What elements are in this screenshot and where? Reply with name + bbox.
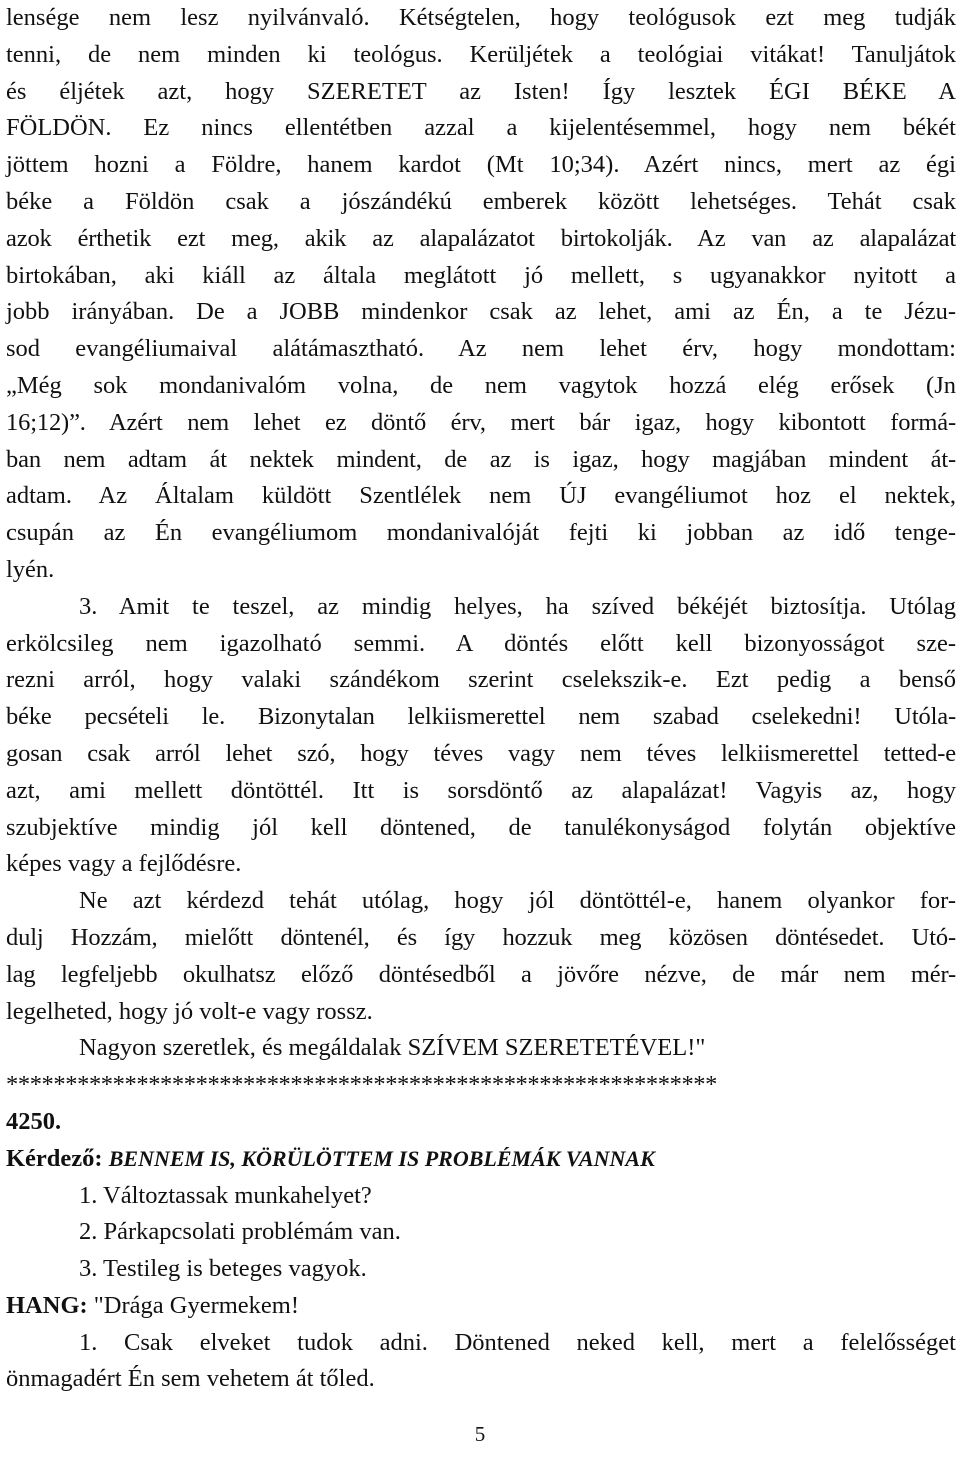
text-line: azok érthetik ezt meg, akik az alapalázatot birtokolják. Az van az alapalázat [6, 224, 956, 252]
text-line: lag legfeljebb okulhatsz előző döntésedből a jövőre nézve, de már nem mér- [6, 960, 956, 988]
closing-line: Nagyon szeretlek, és megáldalak SZÍVEM SZERETETÉVEL!" [79, 1034, 706, 1062]
text-line: szubjektíve mindig jól kell döntened, de tanulékonyságod folytán objektíve [6, 813, 956, 841]
text-line: erkölcsileg nem igazolható semmi. A döntés előtt kell bizonyosságot sze- [6, 629, 956, 657]
text-line: adtam. Az Általam küldött Szentlélek nem ÚJ evangéliumot hoz el nektek, [6, 482, 956, 510]
text-line: FÖLDÖN. Ez nincs ellentétben azzal a kijelentésemmel, hogy nem békét [6, 114, 956, 142]
entry-number [6, 1104, 956, 1141]
text-line: 16;12)”. Azért nem lehet ez döntő érv, mert bár igaz, hogy kibontott formá- [6, 408, 956, 436]
answer-line: 1. Csak elveket tudok adni. Döntened neked kell, mert a felelősséget [79, 1328, 956, 1356]
document-page [6, 0, 956, 1398]
question-header [6, 1141, 956, 1178]
answer-header [6, 1288, 956, 1325]
question-item: 1. Változtassak munkahelyet? [79, 1181, 372, 1209]
question-label: Kérdező: [6, 1144, 103, 1172]
text-line: képes vagy a fejlődésre. [6, 850, 242, 878]
separator-line: ************************************************************ [6, 1071, 718, 1099]
text-line: lensége nem lesz nyilvánvaló. Kétségtelen, hogy teológusok ezt meg tudják [6, 4, 956, 31]
text-line: lyén. [6, 555, 55, 583]
answer-label: HANG: [6, 1291, 88, 1319]
text-line: jöttem hozni a Földre, hanem kardot (Mt 10;34). Azért nincs, mert az égi [6, 151, 956, 179]
text-line: azt, ami mellett döntöttél. Itt is sorsdöntő az alapalázat! Vagyis az, hogy [6, 776, 956, 804]
text-line: jobb irányában. De a JOBB mindenkor csak az lehet, ami az Én, a te Jézu- [6, 298, 956, 326]
text-line: rezni arról, hogy valaki szándékom szerint cselekszik-e. Ezt pedig a benső [6, 666, 956, 694]
text-line: dulj Hozzám, mielőtt döntenél, és így hozzuk meg közösen döntésedet. Utó- [6, 923, 956, 951]
question-item: 3. Testileg is beteges vagyok. [79, 1255, 367, 1283]
question-title: BENNEM IS, KÖRÜLÖTTEM IS PROBLÉMÁK VANNAK [108, 1145, 655, 1171]
text-line: birtokában, aki kiáll az általa meglátott jó mellett, s ugyanakkor nyitott a [6, 261, 956, 289]
text-line: „Még sok mondanivalóm volna, de nem vagytok hozzá elég erősek (Jn [6, 371, 956, 399]
text-line: legelheted, hogy jó volt-e vagy rossz. [6, 997, 373, 1025]
text-line: 3. Amit te teszel, az mindig helyes, ha szíved békéjét biztosítja. Utólag [79, 592, 956, 620]
text-line: ban nem adtam át nektek mindent, de az is igaz, hogy magjában mindent át- [6, 445, 956, 473]
entry-number-text: 4250. [6, 1107, 62, 1135]
text-line: csupán az Én evangéliumom mondanivalóját fejti ki jobban az idő tenge- [6, 519, 956, 547]
text-line: béke pecsételi le. Bizonytalan lelkiismerettel nem szabad cselekedni! Utóla- [6, 703, 956, 731]
answer-line: önmagadért Én sem vehetem át tőled. [6, 1365, 375, 1393]
text-line: és éljétek azt, hogy SZERETET az Isten! Így lesztek ÉGI BÉKE A [6, 77, 956, 105]
question-item: 2. Párkapcsolati problémám van. [79, 1218, 401, 1246]
text-line: gosan csak arról lehet szó, hogy téves vagy nem téves lelkiismerettel tetted-e [6, 739, 956, 767]
answer-opening: "Drága Gyermekem! [93, 1291, 300, 1319]
text-line: sod evangéliumaival alátámasztható. Az nem lehet érv, hogy mondottam: [6, 335, 956, 363]
text-line: tenni, de nem minden ki teológus. Kerüljétek a teológiai vitákat! Tanuljátok [6, 40, 956, 68]
text-line: Ne azt kérdezd tehát utólag, hogy jól döntöttél-e, hanem olyankor for- [79, 887, 956, 915]
text-line: béke a Földön csak a jószándékú emberek között lehetséges. Tehát csak [6, 187, 956, 215]
page-number: 5 [474, 1422, 486, 1446]
